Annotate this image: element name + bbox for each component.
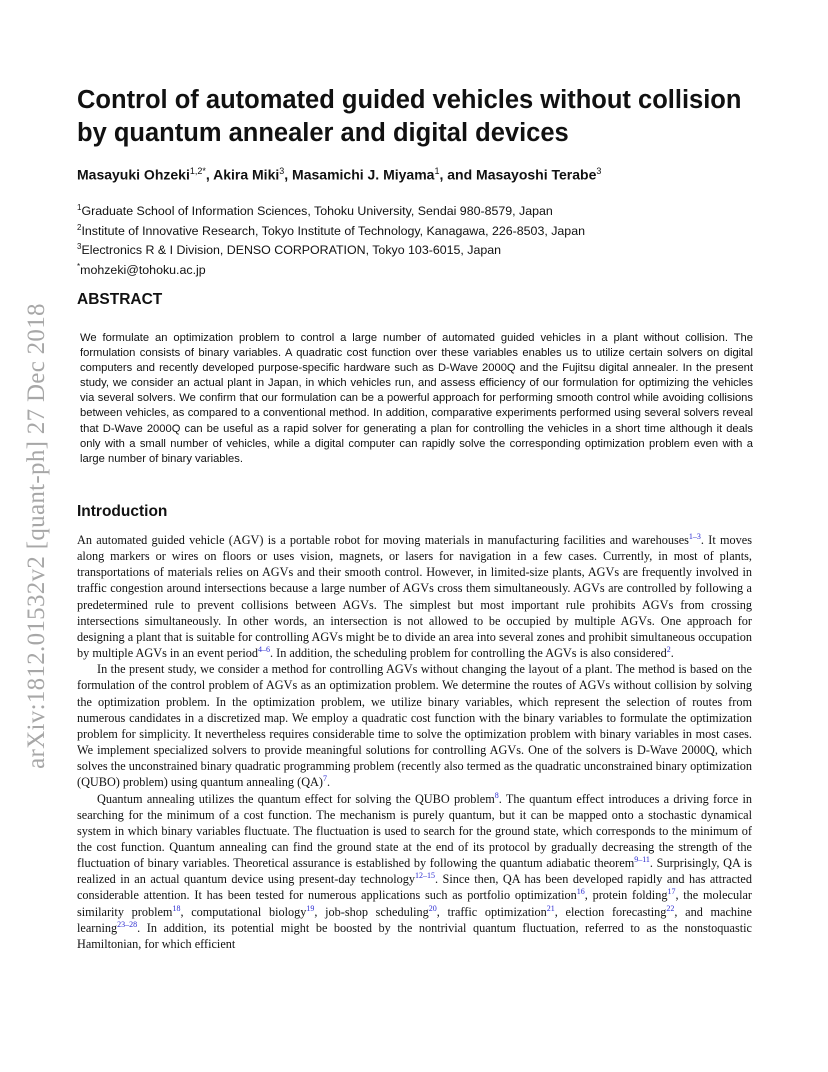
author-list xyxy=(77,162,777,184)
citation-ref: 20 xyxy=(428,903,437,913)
affiliation-mark: 3 xyxy=(77,242,82,252)
author-affiliation-mark: 1,2* xyxy=(189,166,206,176)
arxiv-identifier-stamp xyxy=(19,236,55,836)
introduction-body xyxy=(77,532,752,952)
author-separator: , xyxy=(284,166,293,183)
paragraph-text: . It moves along markers or wires on floors or uses vision, magnets, or lasers for navigation in a few cases. Currently, in most of plants, transportations of materials relies on AGVs and their smooth control. However, in limited-size plants, AGVs are frequently involved in traffic congestion around intersections because a large number of AGVs cross them simultaneously. AGVs are controlled by following a predetermined rule to prevent collisions between AGVs. The simplest but most important rule prohibits AGVs from crossing intersections simultaneously. In other words, an intersection is not allowed to be occupied by multiple AGVs. One approach for designing a plant that is suitable for controlling AGVs might be to divide an area into several zones and prohibit simultaneous occupation by multiple AGVs in an event period xyxy=(77,533,752,661)
affiliation-mark: 1 xyxy=(77,203,82,212)
arxiv-identifier-text: arXiv:1812.01532v2 [quant-ph] 27 Dec 2018 xyxy=(23,303,50,769)
citation-ref: 23–28 xyxy=(117,919,138,929)
corresponding-email xyxy=(77,259,777,279)
paragraph-text: In the present study, we consider a method for controlling AGVs without changing the layout of a plant. The method is based on the formulation of the control problem of AGVs as an optimization problem. We determine the routes of AGVs without collision by solving the optimization problem. In the optimization problem, we utilize binary variables, which represent the selection of routes from numerous candidates in a discretized map. We employ a quadratic cost function with the binary variables to formulate the optimization problem for simplicity. It nevertheless requires considerable time to solve the optimization problem with binary variables in most cases. We implement specialized solvers to provide meaningful solutions for controlling AGVs. One of the solvers is D-Wave 2000Q, which solves the unconstrained binary quadratic programming problem (recently also termed as the quadratic unconstrained binary optimization (QUBO) problem) using quantum annealing (QA) xyxy=(77,662,752,790)
author-name: Masayoshi Terabe xyxy=(476,166,597,183)
introduction-heading: Introduction xyxy=(77,503,168,520)
paragraph-text: , job-shop scheduling xyxy=(314,904,429,919)
intro-paragraph xyxy=(77,661,752,790)
affiliation-text: Graduate School of Information Sciences, Tohoku University, Sendai 980-8579, Japan xyxy=(81,204,553,219)
paragraph-text: . The quantum effect introduces a driving force in searching for the minimum of a cost function. The mechanism is purely quantum, but it can be mapped onto a stochastic dynamical system in which binary variables fluctuate. The fluctuation is used to search for the ground state, which corresponds to the minimum of the cost function. Quantum annealing can find the ground state at the end of its protocol by gradually decreasing the strength of the fluctuation of binary variables. Theoretical assurance is established by following the quantum adiabatic theorem xyxy=(77,791,752,871)
author-affiliation-mark: 1 xyxy=(434,166,440,176)
paragraph-text: , and machine learning xyxy=(77,904,752,935)
citation-ref: 19 xyxy=(306,903,315,913)
affiliation-text: Institute of Innovative Research, Tokyo Institute of Technology, Kanagawa, 226-8503, Japan xyxy=(81,223,585,238)
affiliation-mark: * xyxy=(77,262,81,272)
author-separator: , and xyxy=(439,166,477,183)
citation-ref: 12–15 xyxy=(414,871,435,881)
author-affiliation-mark: 3 xyxy=(596,166,602,176)
affiliation-line xyxy=(77,220,777,240)
abstract-text: We formulate an optimization problem to control a large number of automated guided vehicles in a plant without collision. The formulation consists of binary variables. A quadratic cost function over these variables enables us to utilize certain solvers on digital computers and recently developed purpose-specific hardware such as D-Wave 2000Q and the Fujitsu digital annealer. In the present study, we consider an actual plant in Japan, in which vehicles run, and assess efficiency of our formulation for optimizing the vehicles via several solvers. We confirm that our formulation can be a powerful approach for performing smooth control while avoiding collisions between vehicles, as compared to a conventional method. In addition, comparative experiments performed using several solvers reveal that D-Wave 2000Q can be useful as a rapid solver for generating a plan for controlling the vehicles in a short time although it deals only with a small number of vehicles, while a digital computer can rapidly solve the corresponding optimization problem even with a large number of binary variables. xyxy=(80,332,753,465)
intro-paragraph xyxy=(77,532,752,661)
citation-ref: 21 xyxy=(546,903,555,913)
abstract-heading: ABSTRACT xyxy=(77,291,163,308)
author-name: Akira Miki xyxy=(213,166,280,183)
paragraph-text: . Since then, QA has been developed rapidly and has attracted considerable attention. It has been tested for numerous applications such as portfolio optimization xyxy=(77,872,752,903)
citation-ref: 1–3 xyxy=(688,531,701,541)
paragraph-text: , traffic optimization xyxy=(436,904,547,919)
citation-ref: 4–6 xyxy=(258,645,270,655)
paragraph-text: . xyxy=(326,775,331,790)
affiliation-line xyxy=(77,239,777,259)
intro-paragraph xyxy=(77,791,752,953)
author-affiliation-mark: 3 xyxy=(279,166,285,176)
paragraph-text: , computational biology xyxy=(180,904,307,919)
citation-ref: 7 xyxy=(322,774,327,784)
citation-ref: 2 xyxy=(666,645,671,655)
paper-title: Control of automated guided vehicles without collision by quantum annealer and digital devices xyxy=(77,86,742,147)
paragraph-text: . xyxy=(670,646,674,661)
affiliation-mark: 2 xyxy=(77,222,82,232)
citation-ref: 18 xyxy=(172,903,181,913)
paragraph-text: , protein folding xyxy=(584,888,668,903)
affiliation-text: Electronics R & I Division, DENSO CORPORATION, Tokyo 103-6015, Japan xyxy=(81,243,502,258)
affiliation-line xyxy=(77,200,777,220)
paragraph-text: . In addition, the scheduling problem for controlling the AGVs is also considered xyxy=(270,646,667,661)
affiliation-text: mohzeki@tohoku.ac.jp xyxy=(80,263,206,278)
citation-ref: 8 xyxy=(494,790,499,800)
paragraph-text: . In addition, its potential might be boosted by the nontrivial quantum fluctuation, referred to as the nonstoquastic Hamiltonian, for which efficient xyxy=(77,920,752,951)
author-name: Masayuki Ohzeki xyxy=(77,166,190,183)
paragraph-text: , election forecasting xyxy=(554,904,667,919)
paragraph-text: Quantum annealing utilizes the quantum effect for solving the QUBO problem xyxy=(97,791,495,806)
author-name: Masamichi J. Miyama xyxy=(292,166,435,183)
paragraph-text: , the molecular similarity problem xyxy=(77,888,752,919)
citation-ref: 9–11 xyxy=(634,855,650,865)
citation-ref: 16 xyxy=(576,887,585,897)
paragraph-text: An automated guided vehicle (AGV) is a portable robot for moving materials in manufacturing facilities and warehouses xyxy=(77,533,689,547)
citation-ref: 17 xyxy=(667,887,676,897)
paragraph-text: . Surprisingly, QA is realized in an actual quantum device using present-day technology xyxy=(77,856,752,887)
citation-ref: 22 xyxy=(666,903,675,913)
author-separator: , xyxy=(205,166,214,183)
affiliation-list xyxy=(77,200,777,279)
